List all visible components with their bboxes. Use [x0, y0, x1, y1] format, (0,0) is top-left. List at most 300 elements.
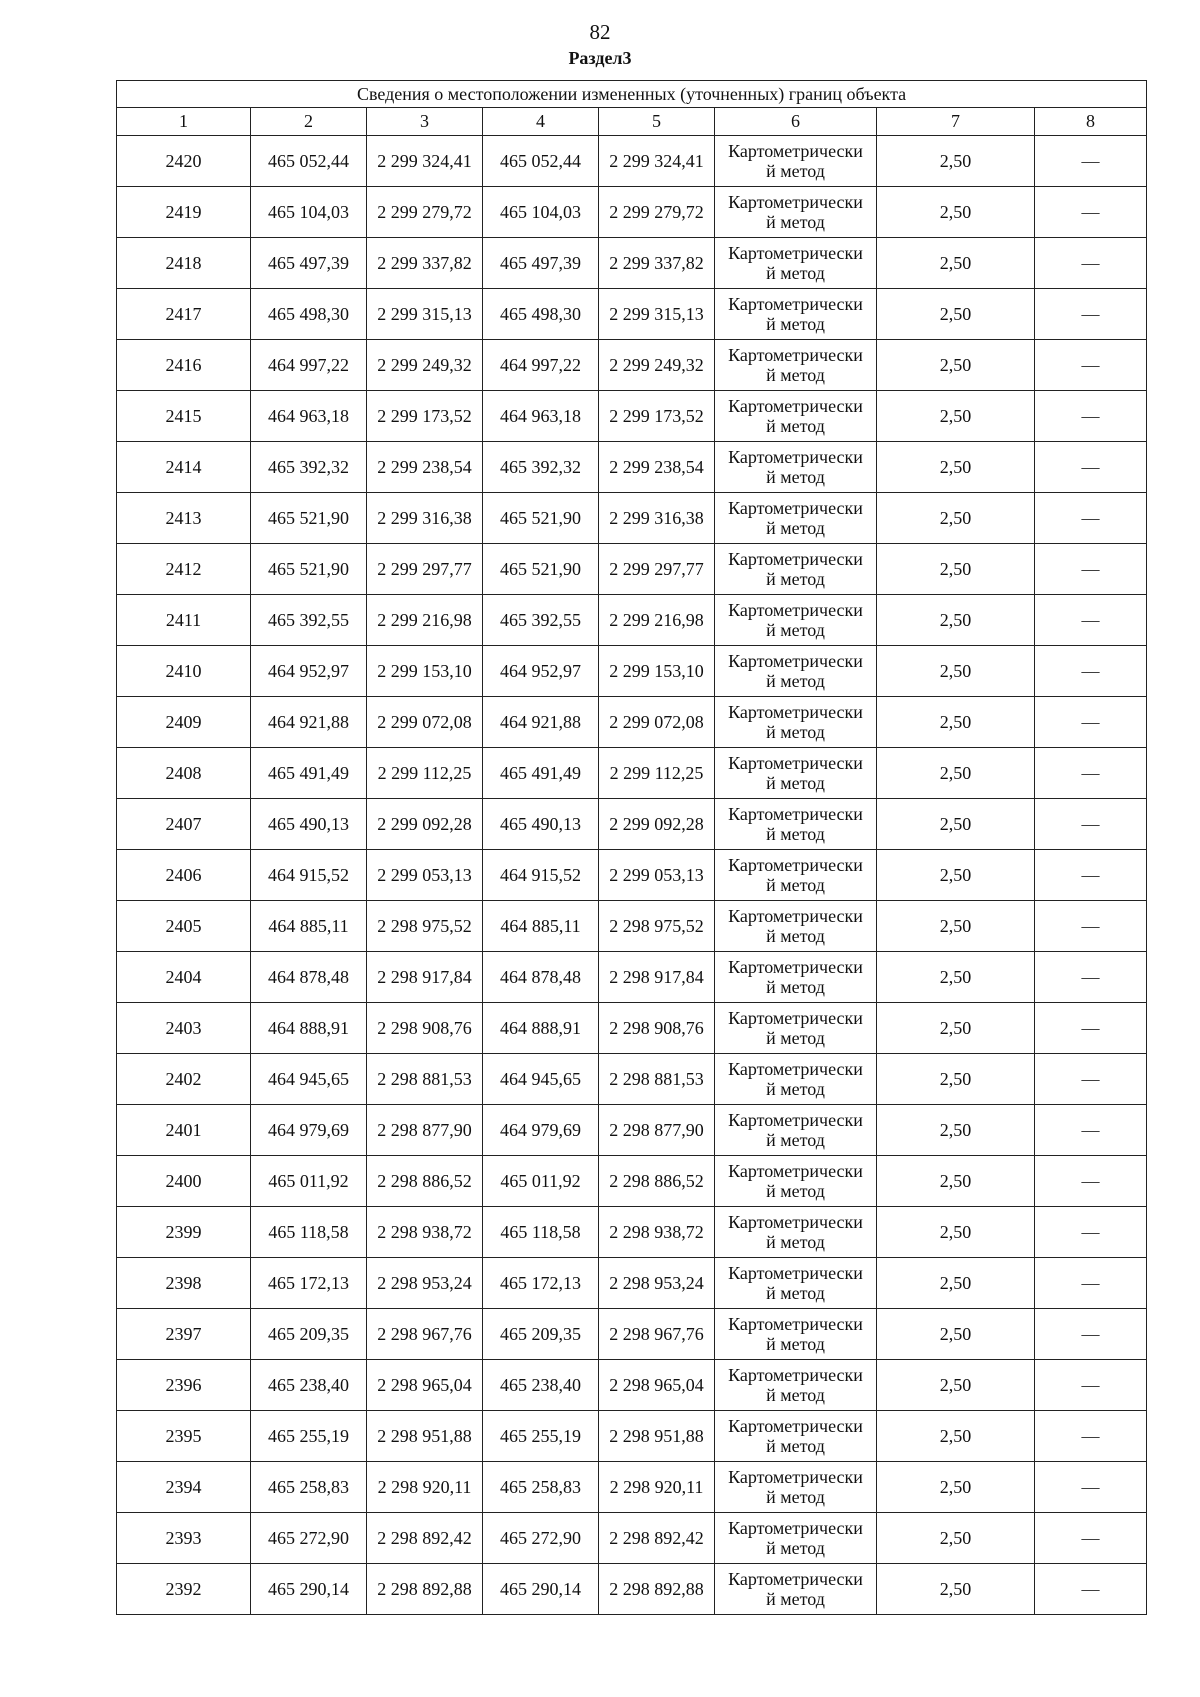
- y-new-cell: 2 299 092,28: [599, 799, 715, 850]
- x-new-cell: 464 963,18: [483, 391, 599, 442]
- method-cell: [715, 901, 877, 952]
- y-old-cell: 2 298 908,76: [367, 1003, 483, 1054]
- accuracy-cell: 2,50: [877, 850, 1035, 901]
- method-line-2: й метод: [766, 1283, 825, 1303]
- point-number-cell: 2399: [117, 1207, 251, 1258]
- page-number: 82: [589, 20, 611, 44]
- note-cell: —: [1035, 136, 1147, 187]
- x-new-cell: 465 392,32: [483, 442, 599, 493]
- x-new-cell: 465 258,83: [483, 1462, 599, 1513]
- y-new-cell: 2 299 315,13: [599, 289, 715, 340]
- table-row: [117, 1411, 1147, 1462]
- x-old-cell: 465 052,44: [251, 136, 367, 187]
- y-new-cell: 2 298 917,84: [599, 952, 715, 1003]
- point-number-cell: 2418: [117, 238, 251, 289]
- point-number-cell: 2395: [117, 1411, 251, 1462]
- table-row: [117, 340, 1147, 391]
- note-cell: —: [1035, 1564, 1147, 1615]
- note-cell: —: [1035, 442, 1147, 493]
- method-line-1: Картометрически: [728, 804, 863, 824]
- accuracy-cell: 2,50: [877, 1105, 1035, 1156]
- method-line-1: Картометрически: [728, 1518, 863, 1538]
- x-old-cell: 464 979,69: [251, 1105, 367, 1156]
- accuracy-cell: 2,50: [877, 238, 1035, 289]
- y-old-cell: 2 298 920,11: [367, 1462, 483, 1513]
- point-number-cell: 2402: [117, 1054, 251, 1105]
- y-new-cell: 2 298 908,76: [599, 1003, 715, 1054]
- x-old-cell: 464 878,48: [251, 952, 367, 1003]
- method-cell: [715, 391, 877, 442]
- table-row: [117, 289, 1147, 340]
- x-new-cell: 464 915,52: [483, 850, 599, 901]
- method-line-1: Картометрически: [728, 1569, 863, 1589]
- y-old-cell: 2 298 938,72: [367, 1207, 483, 1258]
- y-new-cell: 2 299 112,25: [599, 748, 715, 799]
- method-line-1: Картометрически: [728, 498, 863, 518]
- method-cell: [715, 850, 877, 901]
- table-row: [117, 595, 1147, 646]
- y-old-cell: 2 298 917,84: [367, 952, 483, 1003]
- x-new-cell: 465 209,35: [483, 1309, 599, 1360]
- y-old-cell: 2 299 092,28: [367, 799, 483, 850]
- method-line-2: й метод: [766, 1079, 825, 1099]
- note-cell: —: [1035, 1054, 1147, 1105]
- y-new-cell: 2 299 238,54: [599, 442, 715, 493]
- note-cell: —: [1035, 1258, 1147, 1309]
- method-line-2: й метод: [766, 1181, 825, 1201]
- note-cell: —: [1035, 391, 1147, 442]
- accuracy-cell: 2,50: [877, 544, 1035, 595]
- x-old-cell: 465 521,90: [251, 493, 367, 544]
- accuracy-cell: 2,50: [877, 1462, 1035, 1513]
- method-line-1: Картометрически: [728, 855, 863, 875]
- method-line-2: й метод: [766, 977, 825, 997]
- y-old-cell: 2 299 173,52: [367, 391, 483, 442]
- accuracy-cell: 2,50: [877, 901, 1035, 952]
- accuracy-cell: 2,50: [877, 952, 1035, 1003]
- method-cell: [715, 799, 877, 850]
- method-cell: [715, 1054, 877, 1105]
- table-row: [117, 238, 1147, 289]
- table-row: [117, 1105, 1147, 1156]
- accuracy-cell: 2,50: [877, 1207, 1035, 1258]
- method-cell: [715, 289, 877, 340]
- x-old-cell: 464 921,88: [251, 697, 367, 748]
- method-cell: [715, 595, 877, 646]
- table-row: [117, 1258, 1147, 1309]
- y-old-cell: 2 299 279,72: [367, 187, 483, 238]
- y-old-cell: 2 298 881,53: [367, 1054, 483, 1105]
- method-line-1: Картометрически: [728, 1059, 863, 1079]
- x-new-cell: 464 979,69: [483, 1105, 599, 1156]
- point-number-cell: 2394: [117, 1462, 251, 1513]
- y-new-cell: 2 298 892,42: [599, 1513, 715, 1564]
- y-old-cell: 2 299 315,13: [367, 289, 483, 340]
- section-title: Раздел3: [568, 48, 632, 68]
- x-old-cell: 465 238,40: [251, 1360, 367, 1411]
- method-line-1: Картометрически: [728, 1467, 863, 1487]
- method-line-1: Картометрически: [728, 447, 863, 467]
- y-new-cell: 2 298 951,88: [599, 1411, 715, 1462]
- method-line-2: й метод: [766, 1436, 825, 1456]
- column-number-1: 1: [117, 108, 251, 136]
- method-line-1: Картометрически: [728, 294, 863, 314]
- method-line-1: Картометрически: [728, 1110, 863, 1130]
- y-new-cell: 2 298 975,52: [599, 901, 715, 952]
- accuracy-cell: 2,50: [877, 1360, 1035, 1411]
- table-row: [117, 1360, 1147, 1411]
- table-row: [117, 799, 1147, 850]
- x-old-cell: 465 521,90: [251, 544, 367, 595]
- x-new-cell: 465 172,13: [483, 1258, 599, 1309]
- method-line-1: Картометрически: [728, 1161, 863, 1181]
- accuracy-cell: 2,50: [877, 697, 1035, 748]
- method-line-1: Картометрически: [728, 1008, 863, 1028]
- note-cell: —: [1035, 1309, 1147, 1360]
- method-cell: [715, 1309, 877, 1360]
- x-new-cell: 464 945,65: [483, 1054, 599, 1105]
- note-cell: —: [1035, 1411, 1147, 1462]
- method-cell: [715, 1462, 877, 1513]
- y-new-cell: 2 299 337,82: [599, 238, 715, 289]
- y-new-cell: 2 299 216,98: [599, 595, 715, 646]
- x-old-cell: 465 255,19: [251, 1411, 367, 1462]
- y-old-cell: 2 299 316,38: [367, 493, 483, 544]
- table-row: [117, 493, 1147, 544]
- method-cell: [715, 1207, 877, 1258]
- accuracy-cell: 2,50: [877, 1054, 1035, 1105]
- point-number-cell: 2414: [117, 442, 251, 493]
- method-line-2: й метод: [766, 722, 825, 742]
- column-number-7: 7: [877, 108, 1035, 136]
- table-row: [117, 544, 1147, 595]
- x-old-cell: 465 498,30: [251, 289, 367, 340]
- accuracy-cell: 2,50: [877, 1003, 1035, 1054]
- method-cell: [715, 442, 877, 493]
- note-cell: —: [1035, 1513, 1147, 1564]
- accuracy-cell: 2,50: [877, 391, 1035, 442]
- method-cell: [715, 697, 877, 748]
- x-new-cell: 465 255,19: [483, 1411, 599, 1462]
- x-new-cell: 465 238,40: [483, 1360, 599, 1411]
- method-cell: [715, 136, 877, 187]
- method-line-2: й метод: [766, 671, 825, 691]
- y-old-cell: 2 299 072,08: [367, 697, 483, 748]
- table-row: [117, 1309, 1147, 1360]
- note-cell: —: [1035, 748, 1147, 799]
- y-new-cell: 2 299 249,32: [599, 340, 715, 391]
- y-old-cell: 2 298 877,90: [367, 1105, 483, 1156]
- y-new-cell: 2 299 324,41: [599, 136, 715, 187]
- y-new-cell: 2 298 938,72: [599, 1207, 715, 1258]
- note-cell: —: [1035, 1156, 1147, 1207]
- note-cell: —: [1035, 646, 1147, 697]
- note-cell: —: [1035, 901, 1147, 952]
- x-old-cell: 465 490,13: [251, 799, 367, 850]
- point-number-cell: 2400: [117, 1156, 251, 1207]
- method-cell: [715, 748, 877, 799]
- table-row: [117, 1156, 1147, 1207]
- method-cell: [715, 1258, 877, 1309]
- method-line-2: й метод: [766, 416, 825, 436]
- method-line-1: Картометрически: [728, 345, 863, 365]
- table-row: [117, 136, 1147, 187]
- y-old-cell: 2 299 324,41: [367, 136, 483, 187]
- point-number-cell: 2417: [117, 289, 251, 340]
- x-new-cell: 464 921,88: [483, 697, 599, 748]
- y-old-cell: 2 299 337,82: [367, 238, 483, 289]
- x-old-cell: 464 888,91: [251, 1003, 367, 1054]
- table-row: [117, 187, 1147, 238]
- x-new-cell: 464 888,91: [483, 1003, 599, 1054]
- y-new-cell: 2 299 279,72: [599, 187, 715, 238]
- note-cell: —: [1035, 697, 1147, 748]
- table-row: [117, 748, 1147, 799]
- point-number-cell: 2420: [117, 136, 251, 187]
- method-line-1: Картометрически: [728, 906, 863, 926]
- x-old-cell: 465 392,55: [251, 595, 367, 646]
- y-old-cell: 2 298 886,52: [367, 1156, 483, 1207]
- note-cell: —: [1035, 850, 1147, 901]
- method-line-1: Картометрически: [728, 651, 863, 671]
- x-old-cell: 465 392,32: [251, 442, 367, 493]
- method-line-1: Картометрически: [728, 1314, 863, 1334]
- y-old-cell: 2 298 892,88: [367, 1564, 483, 1615]
- accuracy-cell: 2,50: [877, 442, 1035, 493]
- x-old-cell: 465 104,03: [251, 187, 367, 238]
- y-old-cell: 2 298 953,24: [367, 1258, 483, 1309]
- y-new-cell: 2 299 053,13: [599, 850, 715, 901]
- method-line-2: й метод: [766, 1538, 825, 1558]
- method-line-2: й метод: [766, 569, 825, 589]
- method-line-2: й метод: [766, 1334, 825, 1354]
- method-line-1: Картометрически: [728, 600, 863, 620]
- x-old-cell: 465 290,14: [251, 1564, 367, 1615]
- x-old-cell: 465 497,39: [251, 238, 367, 289]
- accuracy-cell: 2,50: [877, 136, 1035, 187]
- method-line-2: й метод: [766, 467, 825, 487]
- x-old-cell: 465 118,58: [251, 1207, 367, 1258]
- method-line-1: Картометрически: [728, 396, 863, 416]
- point-number-cell: 2407: [117, 799, 251, 850]
- method-line-2: й метод: [766, 1589, 825, 1609]
- method-cell: [715, 187, 877, 238]
- method-line-1: Картометрически: [728, 549, 863, 569]
- table-row: [117, 1054, 1147, 1105]
- y-old-cell: 2 298 967,76: [367, 1309, 483, 1360]
- table-body: [117, 136, 1147, 1615]
- note-cell: —: [1035, 238, 1147, 289]
- y-new-cell: 2 299 297,77: [599, 544, 715, 595]
- table-row: [117, 1513, 1147, 1564]
- table-row: [117, 697, 1147, 748]
- boundary-coordinates-table: [116, 80, 1147, 1615]
- x-new-cell: 465 104,03: [483, 187, 599, 238]
- y-new-cell: 2 299 153,10: [599, 646, 715, 697]
- note-cell: —: [1035, 493, 1147, 544]
- x-old-cell: 464 997,22: [251, 340, 367, 391]
- x-new-cell: 465 011,92: [483, 1156, 599, 1207]
- x-new-cell: 465 392,55: [483, 595, 599, 646]
- y-old-cell: 2 299 238,54: [367, 442, 483, 493]
- point-number-cell: 2413: [117, 493, 251, 544]
- note-cell: —: [1035, 544, 1147, 595]
- method-line-2: й метод: [766, 824, 825, 844]
- method-line-1: Картометрически: [728, 702, 863, 722]
- method-line-1: Картометрически: [728, 753, 863, 773]
- x-old-cell: 465 491,49: [251, 748, 367, 799]
- method-cell: [715, 952, 877, 1003]
- x-new-cell: 465 118,58: [483, 1207, 599, 1258]
- table-row: [117, 1003, 1147, 1054]
- column-number-row: [117, 108, 1147, 136]
- point-number-cell: 2412: [117, 544, 251, 595]
- note-cell: —: [1035, 952, 1147, 1003]
- x-new-cell: 465 491,49: [483, 748, 599, 799]
- x-new-cell: 465 272,90: [483, 1513, 599, 1564]
- x-new-cell: 465 521,90: [483, 544, 599, 595]
- method-cell: [715, 493, 877, 544]
- method-cell: [715, 1360, 877, 1411]
- table-row: [117, 850, 1147, 901]
- x-new-cell: 465 497,39: [483, 238, 599, 289]
- point-number-cell: 2415: [117, 391, 251, 442]
- method-line-1: Картометрически: [728, 1263, 863, 1283]
- point-number-cell: 2408: [117, 748, 251, 799]
- table-caption: Сведения о местоположении измененных (уточненных) границ объекта: [117, 81, 1147, 108]
- accuracy-cell: 2,50: [877, 1258, 1035, 1309]
- column-number-5: 5: [599, 108, 715, 136]
- y-old-cell: 2 299 216,98: [367, 595, 483, 646]
- accuracy-cell: 2,50: [877, 799, 1035, 850]
- accuracy-cell: 2,50: [877, 340, 1035, 391]
- x-new-cell: 464 952,97: [483, 646, 599, 697]
- point-number-cell: 2397: [117, 1309, 251, 1360]
- table-row: [117, 442, 1147, 493]
- note-cell: —: [1035, 187, 1147, 238]
- point-number-cell: 2401: [117, 1105, 251, 1156]
- point-number-cell: 2393: [117, 1513, 251, 1564]
- x-new-cell: 464 885,11: [483, 901, 599, 952]
- method-cell: [715, 1156, 877, 1207]
- method-cell: [715, 1513, 877, 1564]
- y-old-cell: 2 299 153,10: [367, 646, 483, 697]
- y-new-cell: 2 298 881,53: [599, 1054, 715, 1105]
- method-line-2: й метод: [766, 875, 825, 895]
- accuracy-cell: 2,50: [877, 1513, 1035, 1564]
- x-old-cell: 465 172,13: [251, 1258, 367, 1309]
- x-old-cell: 465 272,90: [251, 1513, 367, 1564]
- method-line-2: й метод: [766, 1028, 825, 1048]
- y-new-cell: 2 298 886,52: [599, 1156, 715, 1207]
- y-old-cell: 2 299 297,77: [367, 544, 483, 595]
- x-old-cell: 465 011,92: [251, 1156, 367, 1207]
- method-cell: [715, 1105, 877, 1156]
- x-old-cell: 465 209,35: [251, 1309, 367, 1360]
- method-line-1: Картометрически: [728, 957, 863, 977]
- method-line-2: й метод: [766, 1385, 825, 1405]
- method-line-2: й метод: [766, 161, 825, 181]
- method-line-2: й метод: [766, 926, 825, 946]
- method-line-1: Картометрически: [728, 192, 863, 212]
- point-number-cell: 2392: [117, 1564, 251, 1615]
- y-old-cell: 2 299 053,13: [367, 850, 483, 901]
- accuracy-cell: 2,50: [877, 1309, 1035, 1360]
- point-number-cell: 2405: [117, 901, 251, 952]
- method-line-1: Картометрически: [728, 1416, 863, 1436]
- method-line-2: й метод: [766, 518, 825, 538]
- method-cell: [715, 646, 877, 697]
- method-line-2: й метод: [766, 314, 825, 334]
- table-row: [117, 952, 1147, 1003]
- method-line-2: й метод: [766, 1232, 825, 1252]
- y-old-cell: 2 299 249,32: [367, 340, 483, 391]
- accuracy-cell: 2,50: [877, 187, 1035, 238]
- accuracy-cell: 2,50: [877, 595, 1035, 646]
- point-number-cell: 2416: [117, 340, 251, 391]
- x-new-cell: 465 498,30: [483, 289, 599, 340]
- x-new-cell: 465 521,90: [483, 493, 599, 544]
- note-cell: —: [1035, 1105, 1147, 1156]
- x-new-cell: 464 997,22: [483, 340, 599, 391]
- y-new-cell: 2 298 953,24: [599, 1258, 715, 1309]
- y-new-cell: 2 298 892,88: [599, 1564, 715, 1615]
- x-old-cell: 465 258,83: [251, 1462, 367, 1513]
- y-new-cell: 2 298 920,11: [599, 1462, 715, 1513]
- method-line-2: й метод: [766, 620, 825, 640]
- method-cell: [715, 1411, 877, 1462]
- point-number-cell: 2406: [117, 850, 251, 901]
- point-number-cell: 2411: [117, 595, 251, 646]
- method-cell: [715, 1003, 877, 1054]
- y-new-cell: 2 299 072,08: [599, 697, 715, 748]
- note-cell: —: [1035, 1462, 1147, 1513]
- method-cell: [715, 1564, 877, 1615]
- point-number-cell: 2410: [117, 646, 251, 697]
- method-line-2: й метод: [766, 773, 825, 793]
- note-cell: —: [1035, 799, 1147, 850]
- y-new-cell: 2 298 967,76: [599, 1309, 715, 1360]
- method-cell: [715, 238, 877, 289]
- note-cell: —: [1035, 1003, 1147, 1054]
- accuracy-cell: 2,50: [877, 1156, 1035, 1207]
- method-line-2: й метод: [766, 1130, 825, 1150]
- table-row: [117, 1564, 1147, 1615]
- x-new-cell: 464 878,48: [483, 952, 599, 1003]
- point-number-cell: 2396: [117, 1360, 251, 1411]
- method-line-2: й метод: [766, 212, 825, 232]
- y-old-cell: 2 298 965,04: [367, 1360, 483, 1411]
- y-new-cell: 2 298 965,04: [599, 1360, 715, 1411]
- x-old-cell: 464 963,18: [251, 391, 367, 442]
- x-old-cell: 464 885,11: [251, 901, 367, 952]
- method-line-1: Картометрически: [728, 243, 863, 263]
- point-number-cell: 2403: [117, 1003, 251, 1054]
- y-new-cell: 2 299 173,52: [599, 391, 715, 442]
- y-old-cell: 2 298 975,52: [367, 901, 483, 952]
- y-new-cell: 2 298 877,90: [599, 1105, 715, 1156]
- point-number-cell: 2398: [117, 1258, 251, 1309]
- x-new-cell: 465 052,44: [483, 136, 599, 187]
- accuracy-cell: 2,50: [877, 646, 1035, 697]
- y-old-cell: 2 298 951,88: [367, 1411, 483, 1462]
- table-row: [117, 1207, 1147, 1258]
- y-new-cell: 2 299 316,38: [599, 493, 715, 544]
- x-old-cell: 464 952,97: [251, 646, 367, 697]
- x-new-cell: 465 490,13: [483, 799, 599, 850]
- point-number-cell: 2419: [117, 187, 251, 238]
- method-cell: [715, 544, 877, 595]
